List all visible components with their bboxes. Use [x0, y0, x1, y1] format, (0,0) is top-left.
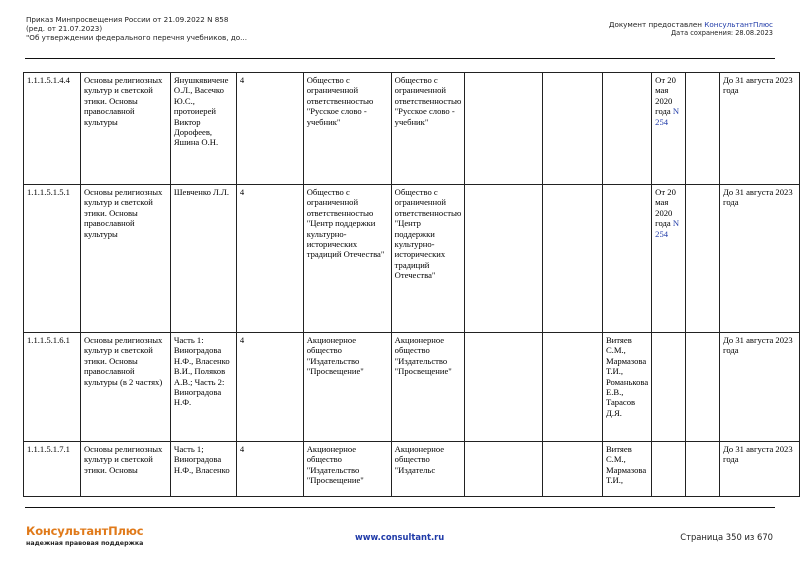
- order-link[interactable]: N 254: [655, 218, 680, 239]
- cell-reviewers: [602, 73, 651, 185]
- cell-authors: Часть 1; Виноградова Н.Ф., Власенко: [170, 442, 236, 497]
- header-divider: [25, 58, 775, 59]
- cell-authors: Шевченко Л.Л.: [170, 185, 236, 333]
- footer-brand-logo: КонсультантПлюс: [26, 524, 144, 538]
- footer-tagline: надежная правовая поддержка: [26, 540, 144, 547]
- cell-empty: [686, 442, 720, 497]
- order-link[interactable]: N 254: [655, 106, 680, 127]
- cell-publisher: Общество с ограниченной ответственностью "Русское слово - учебник": [303, 73, 391, 185]
- cell-order: [652, 73, 686, 185]
- table-row: [24, 73, 800, 185]
- cell-publisher-short: Акционерное общество "Издательство "Просвещение": [391, 333, 465, 442]
- cell-grade: 4: [236, 442, 303, 497]
- page-counter: Страница 350 из 670: [680, 532, 773, 542]
- cell-reviewers: [602, 185, 651, 333]
- cell-publisher: Общество с ограниченной ответственностью "Центр поддержки культурно-исторических традиций Отечества": [303, 185, 391, 333]
- doc-title-line2: (ред. от 21.07.2023): [26, 24, 103, 33]
- cell-authors: Часть 1: Виноградова Н.Ф., Власенко В.И., Поляков А.В.; Часть 2: Виноградова Н.Ф.: [170, 333, 236, 442]
- cell-empty: [686, 73, 720, 185]
- doc-title-line1: Приказ Минпросвещения России от 21.09.2022 N 858: [26, 15, 229, 24]
- table-row: [24, 442, 800, 497]
- table-row: [24, 185, 800, 333]
- document-provider-info: [609, 20, 773, 38]
- cell-code: 1.1.1.5.1.4.4: [24, 73, 81, 185]
- cell-code: 1.1.1.5.1.6.1: [24, 333, 81, 442]
- cell-empty: [543, 185, 603, 333]
- table-row: [24, 333, 800, 442]
- cell-publisher: Акционерное общество "Издательство "Просвещение": [303, 442, 391, 497]
- cell-order: [652, 442, 686, 497]
- cell-order: [652, 333, 686, 442]
- cell-empty: [465, 73, 543, 185]
- order-text: От 20 мая 2020 года: [655, 187, 676, 229]
- provided-by-label: Документ предоставлен: [608, 20, 705, 29]
- cell-empty: [543, 442, 603, 497]
- cell-deadline: До 31 августа 2023 года: [720, 333, 800, 442]
- cell-empty: [465, 333, 543, 442]
- cell-empty: [543, 333, 603, 442]
- cell-reviewers: Витяев С.М., Мармазова Т.И., Романькова Е.В., Тарасов Д.Я.: [602, 333, 651, 442]
- cell-empty: [465, 442, 543, 497]
- cell-subject: Основы религиозных культур и светской этики. Основы православной культуры (в 2 частях): [80, 333, 170, 442]
- cell-subject: Основы религиозных культур и светской этики. Основы православной культуры: [80, 185, 170, 333]
- cell-empty: [686, 185, 720, 333]
- cell-empty: [543, 73, 603, 185]
- cell-publisher-short: Общество с ограниченной ответственностью "Центр поддержки культурно-исторических традиций Отечества": [391, 185, 465, 333]
- cell-grade: 4: [236, 185, 303, 333]
- footer-divider: [25, 507, 775, 508]
- provider-link[interactable]: КонсультантПлюс: [704, 20, 773, 29]
- cell-empty: [465, 185, 543, 333]
- cell-empty: [686, 333, 720, 442]
- cell-deadline: До 31 августа 2023 года: [720, 185, 800, 333]
- order-text: От 20 мая 2020 года: [655, 75, 676, 117]
- document-title: [26, 15, 247, 42]
- cell-publisher: Акционерное общество "Издательство "Просвещение": [303, 333, 391, 442]
- cell-deadline: До 31 августа 2023 года: [720, 442, 800, 497]
- cell-subject: Основы религиозных культур и светской этики. Основы: [80, 442, 170, 497]
- cell-reviewers: Витяев С.М., Мармазова Т.И.,: [602, 442, 651, 497]
- doc-title-line3: "Об утверждении федерального перечня учебников, до...: [26, 33, 247, 42]
- cell-publisher-short: Общество с ограниченной ответственностью "Русское слово - учебник": [391, 73, 465, 185]
- cell-order: [652, 185, 686, 333]
- cell-grade: 4: [236, 73, 303, 185]
- cell-publisher-short: Акционерное общество "Издательс: [391, 442, 465, 497]
- cell-grade: 4: [236, 333, 303, 442]
- textbook-table: [23, 72, 800, 497]
- cell-authors: Янушкявичене О.Л., Васечко Ю.С., протоиерей Виктор Дорофеев, Яшина О.Н.: [170, 73, 236, 185]
- cell-code: 1.1.1.5.1.5.1: [24, 185, 81, 333]
- save-date: Дата сохранения: 28.08.2023: [671, 29, 773, 37]
- cell-deadline: До 31 августа 2023 года: [720, 73, 800, 185]
- cell-subject: Основы религиозных культур и светской этики. Основы православной культуры: [80, 73, 170, 185]
- cell-code: 1.1.1.5.1.7.1: [24, 442, 81, 497]
- footer-website-link[interactable]: www.consultant.ru: [355, 532, 445, 542]
